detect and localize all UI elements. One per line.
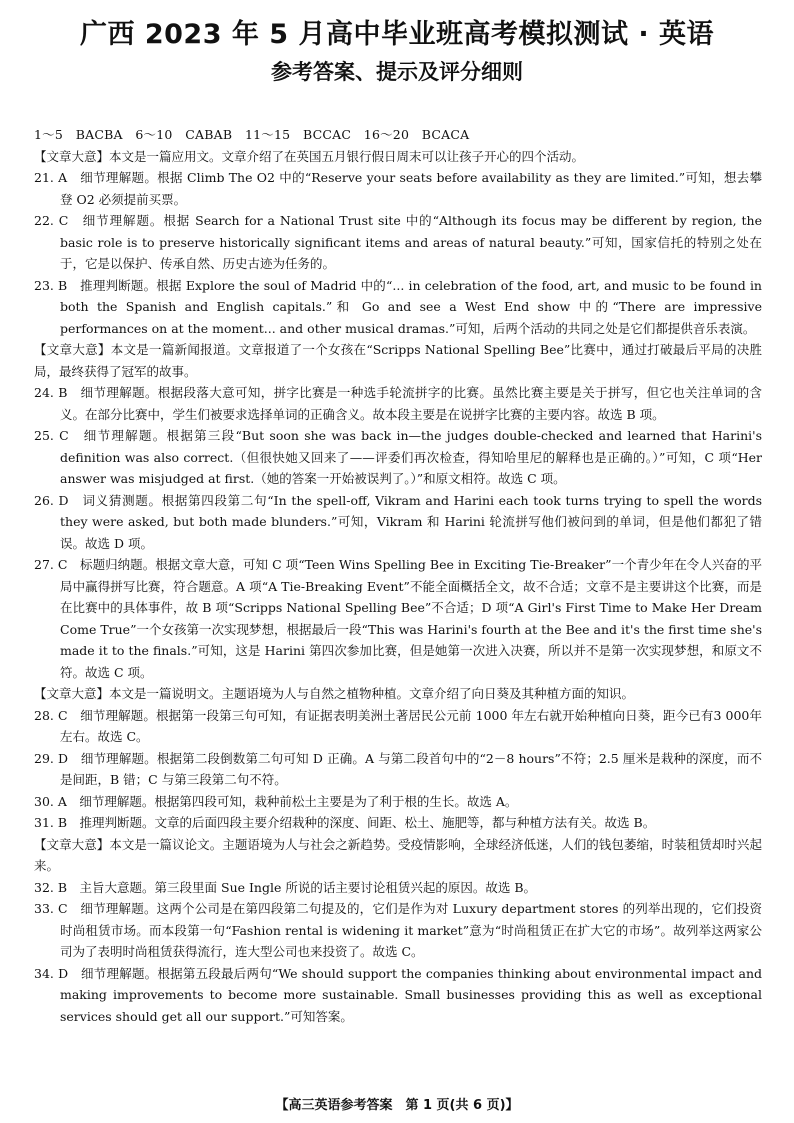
section-summary: 【文章大意】本文是一篇说明文。主题语境为人与自然之植物种植。文章介绍了向日葵及其种植方面的知识。 <box>34 686 635 701</box>
answer-item-21: 21. A 细节理解题。根据 Climb The O2 中的“Reserve your seats before availability as they are limited.”可知，想去攀登 O2 必须提前买票。 <box>34 170 762 207</box>
answer-item-25: 25. C 细节理解题。根据第三段“But soon she was back in—the judges double-checked and learned that Harini's definition was also correct.（但很快她又回来了——评委们再次检查，得知哈里尼的解释也是正确的。）”可知，C 项“Her answer was misjudged at first.（她的答案一开始被误判了。）”和原文相符。故选 C 项。 <box>34 428 762 486</box>
page-subtitle: 参考答案、提示及评分细则 <box>271 60 523 84</box>
answer-item-34: 34. D 细节理解题。根据第五段最后两句“We should support the companies thinking about environmental impact and making improvements to become more sustainable. Small businesses providing this as well as exceptional services should get all our support.”可知答案。 <box>34 965 762 1024</box>
answer-item-30: 30. A 细节理解题。根据第四段可知，栽种前松土主要是为了利于根的生长。故选 A。 <box>34 793 518 809</box>
answer-content <box>34 124 762 1027</box>
answer-item-32: 32. B 主旨大意题。第三段里面 Sue Ingle 所说的话主要讨论租赁兴起的原因。故选 B。 <box>34 879 537 895</box>
section-summary: 【文章大意】本文是一篇应用文。文章介绍了在英国五月银行假日周末可以让孩子开心的四个活动。 <box>34 148 585 164</box>
page-title: 广西 2023 年 5 月高中毕业班高考模拟测试 · 英语 <box>79 19 715 50</box>
answer-keys-line: 1～5 BACBA 6～10 CABAB 11～15 BCCAC 16～20 BCACA <box>34 127 470 142</box>
answer-item-23: 23. B 推理判断题。根据 Explore the soul of Madrid 中的“... in celebration of the food, art, and music to be found in both the Spanish and English capitals.”和 Go and see a West End show 中的“There are impressive performances on at the moment... and other musical dramas.”可知，后两个活动的共同之处是它们都提供音乐表演。 <box>34 277 762 336</box>
answer-item-24: 24. B 细节理解题。根据段落大意可知，拼字比赛是一种选手轮流拼字的比赛。虽然比赛主要是关于拼写，但它也关注单词的含义。在部分比赛中，学生们被要求选择单词的正确含义。故本段主要是在说拼字比赛的主要内容。故选 B 项。 <box>34 385 762 422</box>
page-footer: 【高三英语参考答案 第 1 页(共 6 页)】 <box>275 1098 519 1113</box>
answer-item-31: 31. B 推理判断题。文章的后面四段主要介绍栽种的深度、间距、松土、施肥等，都与种植方法有关。故选 B。 <box>34 815 656 830</box>
answer-item-29: 29. D 细节理解题。根据第二段倒数第二句可知 D 正确。A 与第二段首句中的“2－8 hours”不符；2.5 厘米是栽种的深度，而不是间距，B 错；C 与第三段第二句不符。 <box>34 750 762 787</box>
answer-item-22: 22. C 细节理解题。根据 Search for a National Trust site 中的“Although its focus may be different by region, the basic role is to preserve historically significant items and areas of natural beauty.”可知，国家信托的特别之处在于，它是以保护、传承自然、历史古迹为任务的。 <box>34 213 762 271</box>
answer-item-33: 33. C 细节理解题。这两个公司是在第四段第二句提及的，它们是作为对 Luxury department stores 的列举出现的，它们投资时尚租赁市场。而本段第一句“Fashion rental is widening it market”意为“时尚租赁正在扩大它的市场”。故列举这两家公司为了表明时尚租赁获得流行，连大型公司也来投资了。故选 C。 <box>34 901 762 959</box>
section-summary: 【文章大意】本文是一篇议论文。主题语境为人与社会之新趋势。受疫情影响，全球经济低迷，人们的钱包萎缩，时装租赁却时兴起来。 <box>34 836 762 873</box>
section-summary: 【文章大意】本文是一篇新闻报道。文章报道了一个女孩在“Scripps National Spelling Bee”比赛中，通过打破最后平局的决胜局，最终获得了冠军的故事。 <box>34 342 762 379</box>
answer-item-26: 26. D 词义猜测题。根据第四段第二句“In the spell-off, Vikram and Harini each took turns trying to spell the words they were asked, but both made blunders.”可知，Vikram 和 Harini 轮流拼写他们被问到的单词，但是他们都犯了错误。故选 D 项。 <box>34 492 762 551</box>
answer-item-27: 27. C 标题归纳题。根据文章大意，可知 C 项“Teen Wins Spelling Bee in Exciting Tie-Breaker”一个青少年在令人兴奋的平局中赢得拼写比赛，符合题意。A 项“A Tie-Breaking Event”不能全面概括全文，故不合适；文章不是主要讲这个比赛，而是在比赛中的具体事件，故 B 项“Scripps National Spelling Bee”不合适；D 项“A Girl's First Time to Make Her Dream Come True”一个女孩第一次实现梦想，根据最后一段“This was Harini's fourth at the Bee and it's the first time she's made it to the finals.”可知，这是 Harini 第四次参加比赛，但是她第一次进入决赛，所以并不是第一次实现梦想，和原文不符。故选 C 项。 <box>34 557 762 680</box>
answer-item-28: 28. C 细节理解题。根据第一段第三句可知，有证据表明美洲土著居民公元前 1000 年左右就开始种植向日葵，距今已有3 000年左右。故选 C。 <box>34 707 762 744</box>
